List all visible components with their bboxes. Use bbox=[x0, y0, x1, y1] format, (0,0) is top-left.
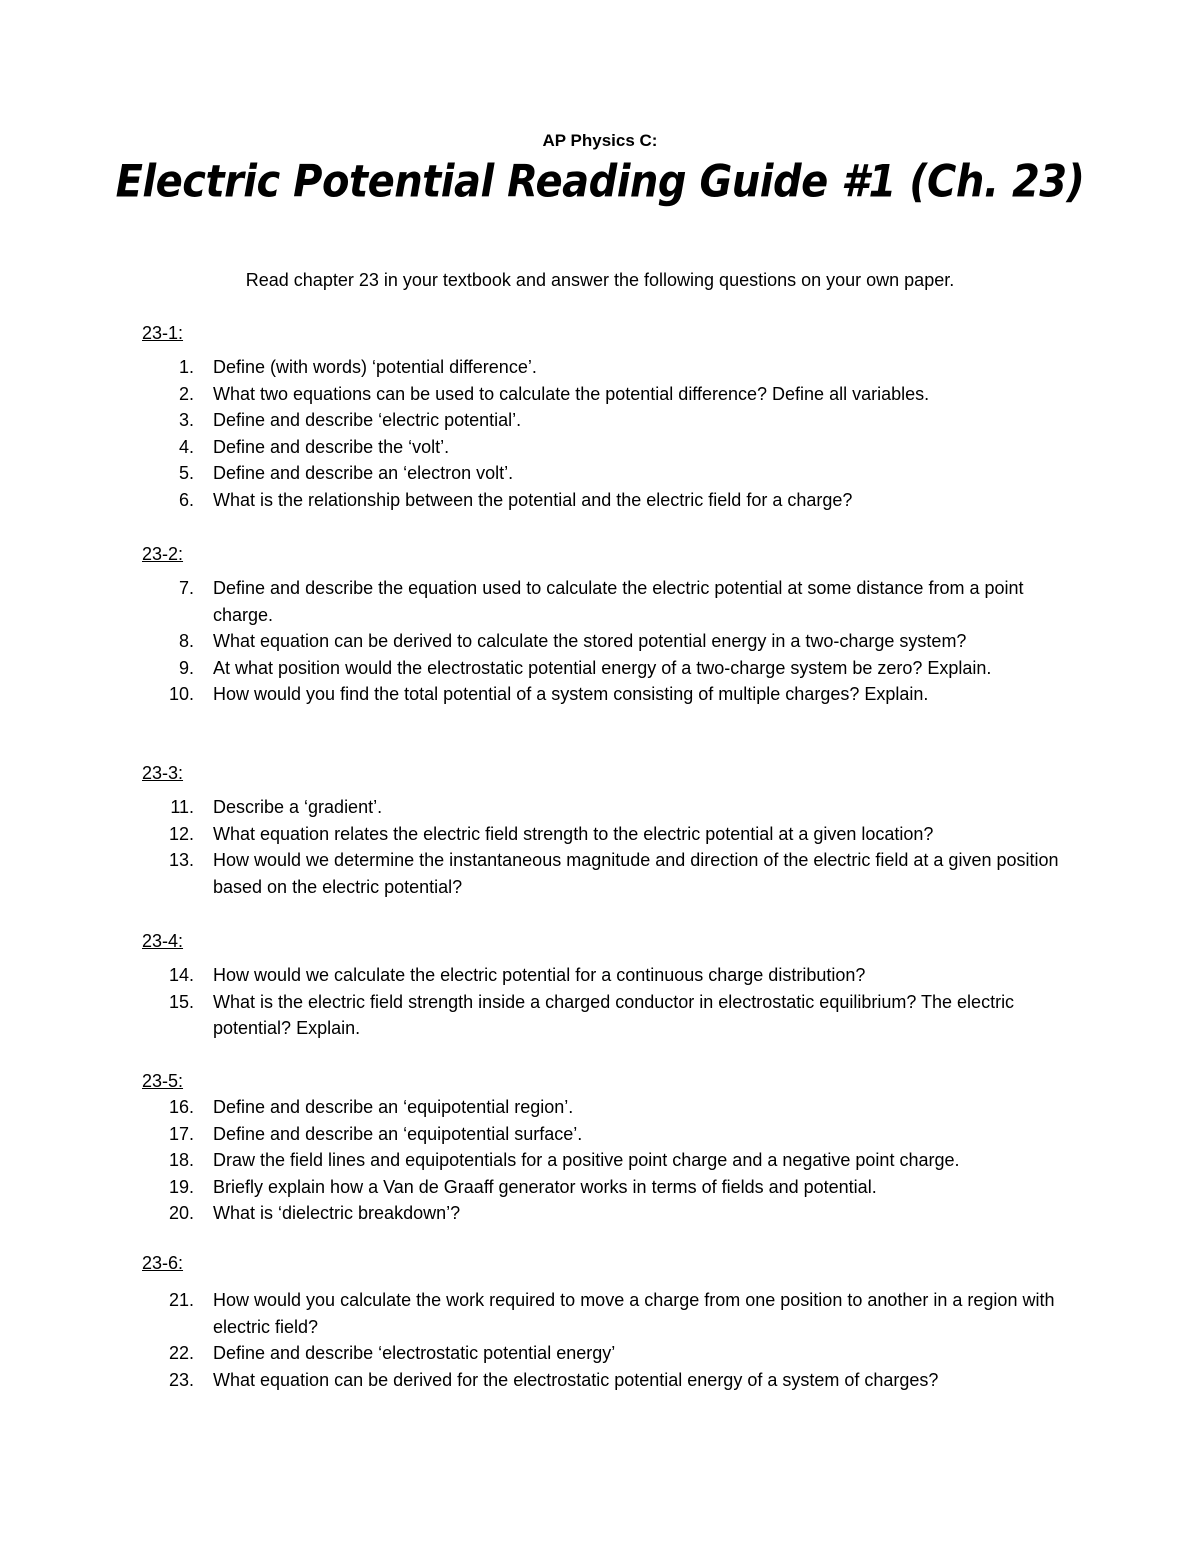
question-item bbox=[142, 655, 1082, 682]
question-item bbox=[142, 821, 1082, 848]
question-text: Define and describe the equation used to calculate the electric potential at some distance from a point charge. bbox=[213, 578, 1024, 625]
question-item bbox=[142, 628, 1082, 655]
question-number: 23. bbox=[168, 1369, 194, 1390]
section-23-5 bbox=[142, 1068, 1082, 1227]
section-heading: 23-2: bbox=[142, 544, 184, 564]
section-heading: 23-1: bbox=[142, 323, 184, 343]
question-text: What equation relates the electric field strength to the electric potential at a given location? bbox=[213, 823, 934, 844]
question-item bbox=[142, 1340, 1082, 1367]
question-item bbox=[142, 407, 1082, 434]
question-number: 4. bbox=[178, 436, 194, 457]
question-text: Describe a ‘gradient’. bbox=[213, 797, 383, 817]
question-item bbox=[142, 1200, 1082, 1227]
section-heading: 23-6: bbox=[142, 1253, 184, 1273]
question-number: 12. bbox=[168, 823, 194, 844]
question-item bbox=[142, 989, 1082, 1042]
section-23-3 bbox=[142, 760, 1082, 900]
question-text: How would we determine the instantaneous magnitude and direction of the electric field at a given position based on the electric potential? bbox=[213, 850, 1059, 897]
question-text: What is ‘dielectric breakdown’? bbox=[213, 1203, 461, 1223]
question-number: 7. bbox=[178, 578, 194, 598]
question-number: 18. bbox=[168, 1150, 194, 1170]
question-item bbox=[142, 460, 1082, 487]
question-number: 20. bbox=[168, 1203, 194, 1223]
question-number: 1. bbox=[178, 357, 194, 377]
question-number: 21. bbox=[168, 1290, 194, 1310]
question-text: What two equations can be used to calculate the potential difference? Define all variables. bbox=[213, 383, 930, 404]
course-name: AP Physics C: bbox=[542, 131, 658, 150]
section-23-2 bbox=[142, 541, 1082, 708]
question-text: Define and describe the ‘volt’. bbox=[213, 436, 450, 457]
question-item bbox=[142, 1094, 1082, 1121]
question-number: 3. bbox=[178, 410, 194, 430]
question-text: What is the relationship between the potential and the electric field for a charge? bbox=[213, 489, 853, 510]
question-item bbox=[142, 1174, 1082, 1201]
question-item bbox=[142, 434, 1082, 461]
question-item bbox=[142, 681, 1082, 708]
page-title: Electric Potential Reading Guide #1 (Ch. 23) bbox=[115, 156, 1085, 208]
question-number: 6. bbox=[178, 489, 194, 510]
question-number: 2. bbox=[178, 383, 194, 404]
section-23-4 bbox=[142, 928, 1082, 1042]
question-item bbox=[142, 847, 1082, 900]
question-number: 5. bbox=[178, 463, 194, 483]
question-number: 14. bbox=[168, 965, 194, 985]
question-number: 19. bbox=[168, 1176, 194, 1197]
question-text: Define and describe an ‘equipotential surface’. bbox=[213, 1123, 583, 1144]
question-item bbox=[142, 962, 1082, 989]
question-text: At what position would the electrostatic potential energy of a two-charge system be zero? Explain. bbox=[213, 657, 992, 678]
section-23-6 bbox=[142, 1250, 1082, 1393]
question-item bbox=[142, 1121, 1082, 1148]
question-number: 9. bbox=[178, 657, 194, 678]
question-text: How would you find the total potential of a system consisting of multiple charges? Explain. bbox=[213, 684, 929, 704]
instructions: Read chapter 23 in your textbook and answer the following questions on your own paper. bbox=[245, 270, 955, 290]
question-item bbox=[142, 487, 1082, 514]
question-number: 13. bbox=[168, 850, 194, 870]
section-23-1 bbox=[142, 320, 1082, 513]
question-text: Define and describe an ‘electron volt’. bbox=[213, 463, 514, 483]
section-heading: 23-5: bbox=[142, 1071, 184, 1091]
question-number: 8. bbox=[178, 631, 194, 651]
question-number: 16. bbox=[168, 1097, 194, 1117]
question-item bbox=[142, 354, 1082, 381]
question-number: 15. bbox=[168, 991, 194, 1012]
question-number: 10. bbox=[168, 684, 194, 704]
section-heading: 23-3: bbox=[142, 763, 184, 783]
question-text: Define and describe ‘electrostatic potential energy’ bbox=[213, 1343, 616, 1363]
question-item bbox=[142, 381, 1082, 408]
question-text: Draw the field lines and equipotentials for a positive point charge and a negative point charge. bbox=[213, 1150, 960, 1170]
question-text: Briefly explain how a Van de Graaff generator works in terms of fields and potential. bbox=[213, 1176, 877, 1197]
question-item bbox=[142, 1147, 1082, 1174]
question-item bbox=[142, 1287, 1082, 1340]
question-text: Define and describe an ‘equipotential region’. bbox=[213, 1097, 574, 1117]
question-text: What equation can be derived to calculate the stored potential energy in a two-charge system? bbox=[213, 631, 967, 651]
question-number: 11. bbox=[170, 797, 194, 817]
question-item bbox=[142, 1367, 1082, 1394]
question-number: 17. bbox=[168, 1123, 194, 1144]
question-text: How would we calculate the electric potential for a continuous charge distribution? bbox=[213, 965, 866, 985]
question-text: Define (with words) ‘potential difference’. bbox=[213, 357, 537, 377]
question-number: 22. bbox=[168, 1343, 194, 1363]
section-heading: 23-4: bbox=[142, 931, 184, 951]
question-text: What equation can be derived for the electrostatic potential energy of a system of charges? bbox=[213, 1369, 939, 1390]
question-item bbox=[142, 575, 1082, 628]
question-item bbox=[142, 794, 1082, 821]
question-text: Define and describe ‘electric potential’. bbox=[213, 410, 522, 430]
question-text: What is the electric field strength inside a charged conductor in electrostatic equilibrium? The electric potential? Explain. bbox=[213, 991, 1015, 1038]
question-text: How would you calculate the work required to move a charge from one position to another in a region with electric field? bbox=[213, 1290, 1055, 1337]
